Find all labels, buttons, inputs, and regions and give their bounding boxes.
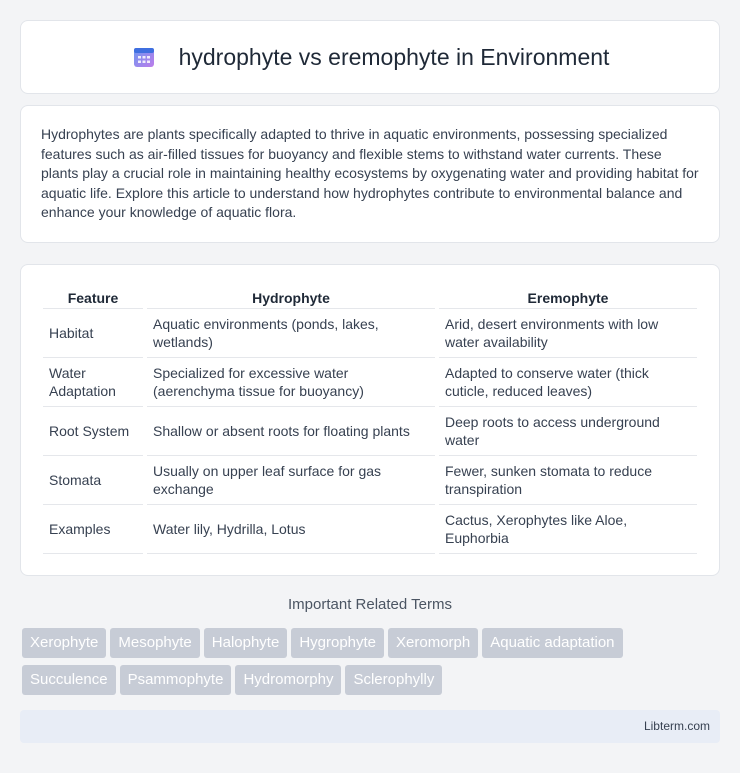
- intro-text: Hydrophytes are plants specifically adapted to thrive in aquatic environments, possessing specialized features such as air-filled tissues for buoyancy and flexible stems to withstand water currents. These plants play a crucial role in maintaining healthy ecosystems by oxygenating water and providing habitat for aquatic life. Explore this article to understand how hydrophytes contribute to environmental balance and enhance your knowledge of aquatic flora.: [41, 126, 699, 221]
- footer: [20, 710, 720, 743]
- table-cell: Fewer, sunken stomata to reduce transpiration: [439, 456, 697, 505]
- term-tag[interactable]: Hydromorphy: [235, 665, 341, 695]
- table-cell: Specialized for excessive water (aerenchyma tissue for buoyancy): [147, 358, 435, 407]
- comparison-card: [20, 264, 720, 576]
- table-cell: Aquatic environments (ponds, lakes, wetlands): [147, 309, 435, 358]
- table-cell: Water Adaptation: [43, 358, 143, 407]
- table-cell: Usually on upper leaf surface for gas exchange: [147, 456, 435, 505]
- table-cell: Deep roots to access underground water: [439, 407, 697, 456]
- table-cell: Water lily, Hydrilla, Lotus: [147, 505, 435, 554]
- table-cell: Cactus, Xerophytes like Aloe, Euphorbia: [439, 505, 697, 554]
- term-tag[interactable]: Succulence: [22, 665, 116, 695]
- header-eremophyte: Eremophyte: [439, 285, 697, 309]
- term-tag[interactable]: Mesophyte: [110, 628, 199, 658]
- page-title: hydrophyte vs eremophyte in Environment: [178, 43, 610, 70]
- table-row: [43, 358, 697, 407]
- comparison-table: [39, 285, 701, 554]
- calendar-icon: [131, 44, 157, 70]
- footer-site-link[interactable]: Libterm.com: [643, 719, 710, 733]
- term-tag[interactable]: Halophyte: [204, 628, 288, 658]
- table-cell: Shallow or absent roots for floating plants: [147, 407, 435, 456]
- related-terms-title: Important Related Terms: [288, 596, 452, 613]
- table-cell: Adapted to conserve water (thick cuticle, reduced leaves): [439, 358, 697, 407]
- table-row: [43, 309, 697, 358]
- table-row: [43, 456, 697, 505]
- term-tag[interactable]: Psammophyte: [120, 665, 232, 695]
- table-row: [43, 505, 697, 554]
- table-cell: Habitat: [43, 309, 143, 358]
- table-cell: Stomata: [43, 456, 143, 505]
- term-tag[interactable]: Sclerophylly: [345, 665, 442, 695]
- header-feature: Feature: [43, 285, 143, 309]
- title-card: [20, 20, 720, 94]
- term-tag[interactable]: Aquatic adaptation: [482, 628, 622, 658]
- term-tag[interactable]: Xerophyte: [22, 628, 106, 658]
- intro-card: [20, 105, 720, 243]
- table-cell: Root System: [43, 407, 143, 456]
- related-terms-list: [22, 628, 722, 702]
- term-tag[interactable]: Hygrophyte: [291, 628, 384, 658]
- header-hydrophyte: Hydrophyte: [147, 285, 435, 309]
- term-tag[interactable]: Xeromorph: [388, 628, 478, 658]
- table-cell: Arid, desert environments with low water availability: [439, 309, 697, 358]
- table-row: [43, 407, 697, 456]
- table-cell: Examples: [43, 505, 143, 554]
